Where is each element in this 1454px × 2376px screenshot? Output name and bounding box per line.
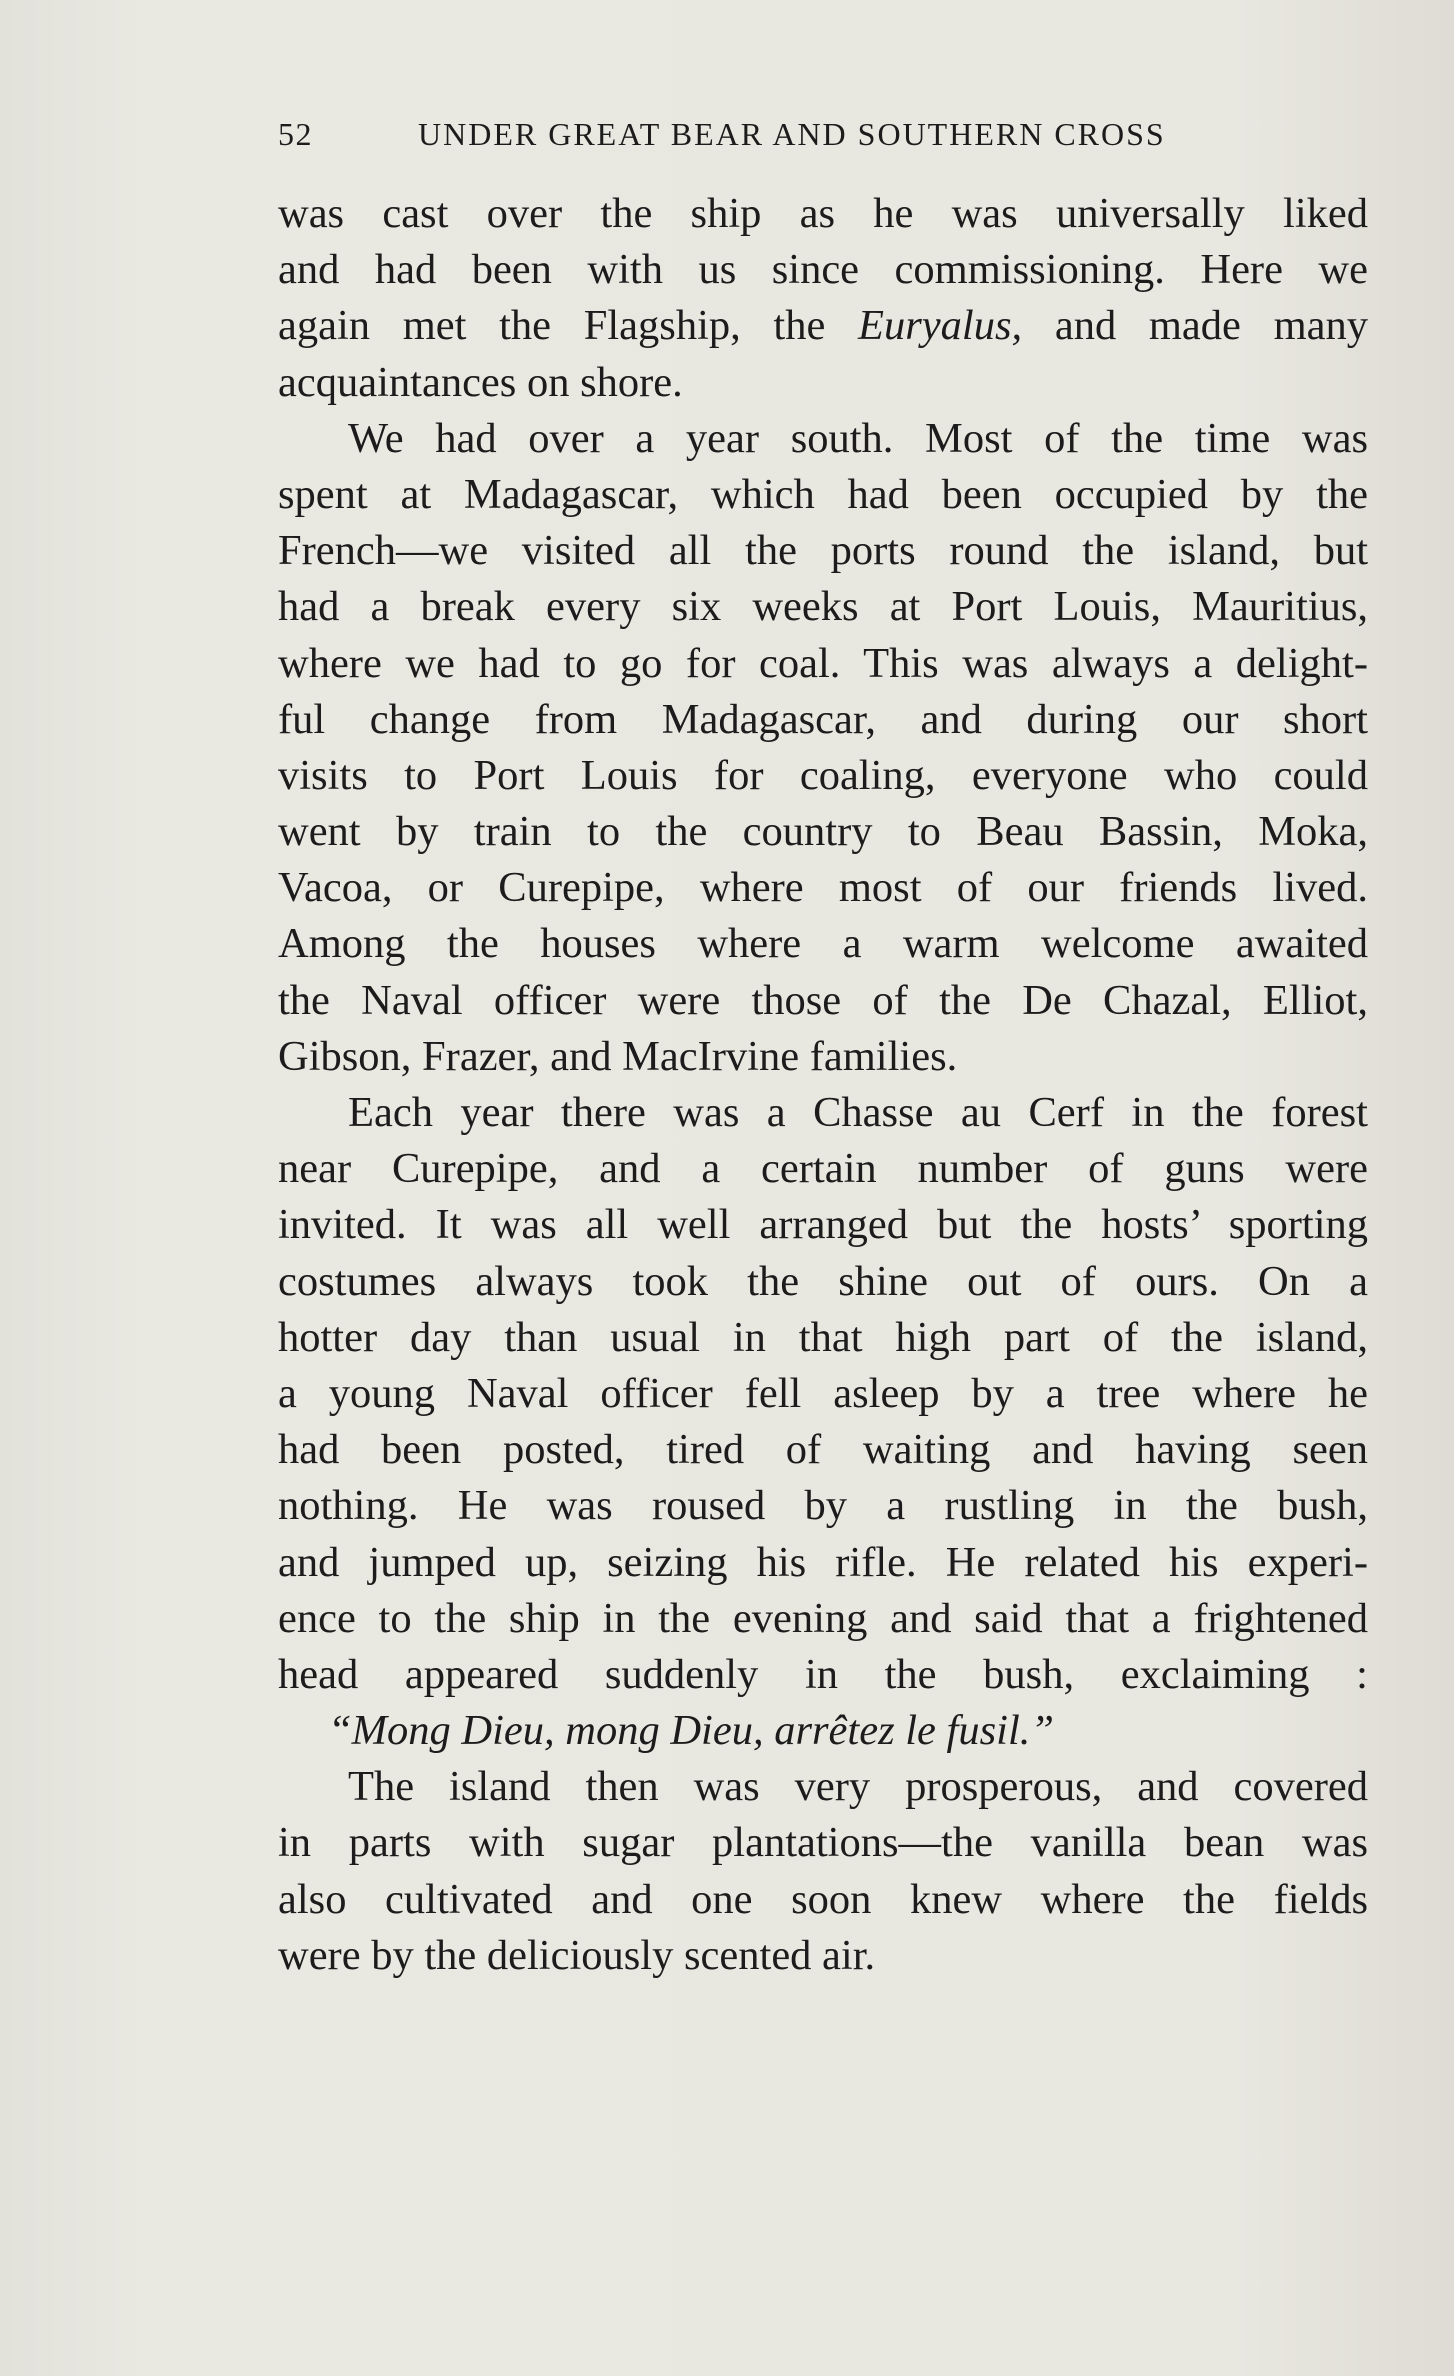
- text-line: visits to Port Louis for coaling, everyone who could: [278, 751, 1368, 799]
- text-fragment: again met the Flagship, the: [278, 302, 826, 350]
- text-line: also cultivated and one soon knew where the fields: [278, 1875, 1368, 1923]
- text-line: invited. It was all well arranged but the hosts’ sporting: [278, 1201, 1368, 1249]
- text-line: in parts with sugar plantations—the vanilla bean was: [278, 1819, 1368, 1867]
- running-title: UNDER GREAT BEAR AND SOUTHERN CROSS: [418, 116, 1166, 152]
- page-number: 52: [278, 116, 313, 152]
- text-line: went by train to the country to Beau Bassin, Moka,: [278, 808, 1368, 856]
- text-line: Gibson, Frazer, and MacIrvine families.: [278, 1032, 958, 1080]
- text-line: ful change from Madagascar, and during our short: [278, 695, 1368, 743]
- text-line: Vacoa, or Curepipe, where most of our friends lived.: [278, 864, 1368, 912]
- text-line: and had been with us since commissioning. Here we: [278, 246, 1368, 294]
- text-line: where we had to go for coal. This was always a delight-: [278, 639, 1368, 687]
- text-line: was cast over the ship as he was universally liked: [278, 190, 1368, 237]
- text-line: hotter day than usual in that high part of the island,: [278, 1313, 1368, 1361]
- text-line: Each year there was a Chasse au Cerf in the forest: [348, 1089, 1368, 1136]
- running-head: [278, 116, 1228, 160]
- text-line: We had over a year south. Most of the time was: [348, 414, 1368, 462]
- quotation-line: “Mong Dieu, mong Dieu, arrêtez le fusil.”: [328, 1707, 1055, 1755]
- text-line: spent at Madagascar, which had been occupied by the: [278, 470, 1368, 518]
- text-line: costumes always took the shine out of ours. On a: [278, 1257, 1368, 1305]
- text-line: were by the deliciously scented air.: [278, 1931, 876, 1979]
- text-line: had a break every six weeks at Port Louis, Mauritius,: [278, 583, 1368, 631]
- text-line: French—we visited all the ports round the island, but: [278, 527, 1368, 575]
- text-line: Among the houses where a warm welcome awaited: [278, 920, 1368, 968]
- text-line: The island then was very prosperous, and covered: [348, 1763, 1368, 1811]
- text-line: the Naval officer were those of the De Chazal, Elliot,: [278, 976, 1368, 1024]
- text-line: a young Naval officer fell asleep by a tree where he: [278, 1369, 1368, 1417]
- text-line: nothing. He was roused by a rustling in the bush,: [278, 1482, 1368, 1530]
- body-text: [278, 186, 1368, 1984]
- text-line: had been posted, tired of waiting and having seen: [278, 1426, 1368, 1474]
- text-line: head appeared suddenly in the bush, exclaiming :: [278, 1650, 1368, 1698]
- text-line: ence to the ship in the evening and said that a frightened: [278, 1594, 1368, 1642]
- text-fragment: and made many: [1054, 302, 1369, 350]
- text-line: acquaintances on shore.: [278, 358, 683, 406]
- text-line: and jumped up, seizing his rifle. He related his experi-: [278, 1538, 1368, 1586]
- text-line-flagship: [278, 298, 1368, 354]
- text-line: near Curepipe, and a certain number of guns were: [278, 1145, 1368, 1193]
- ship-name-euryalus: Euryalus,: [858, 302, 1023, 350]
